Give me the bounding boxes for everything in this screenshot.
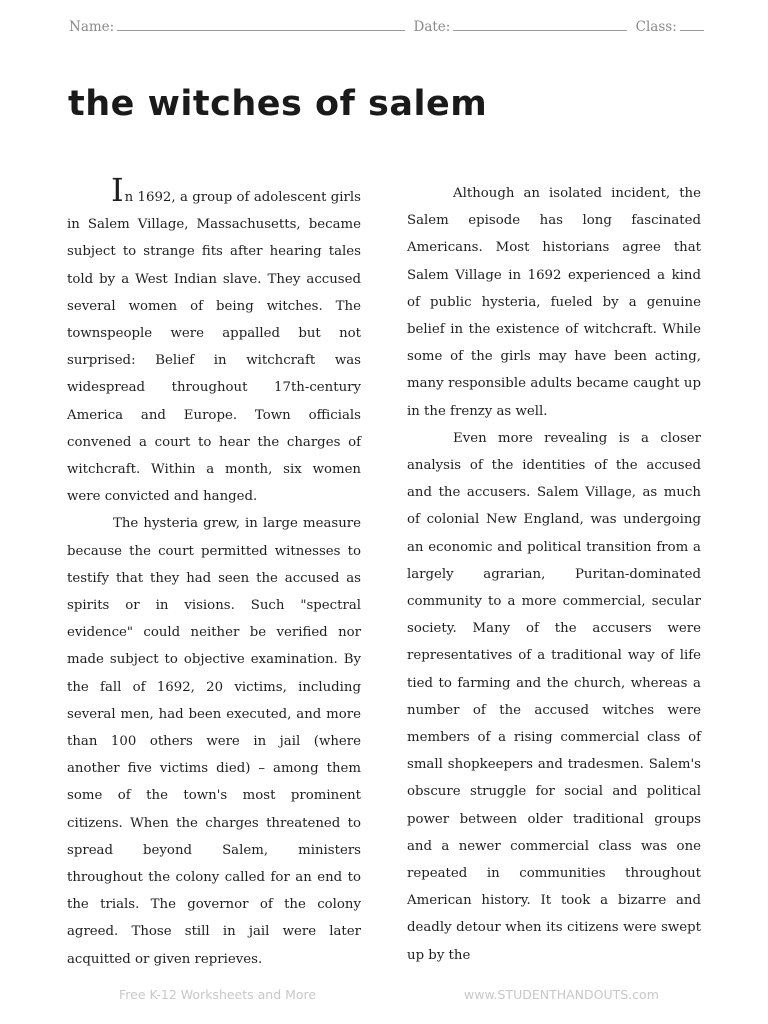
class-blank[interactable] — [680, 20, 704, 31]
paragraph-3: Although an isolated incident, the Salem episode has long fascinated Americans. Most historians agree that Salem Village in 1692 experienced a kind of public hysteria, fueled by a genuine belief in the existence of witchcraft. While some of the girls may have been acting, many responsible adults became caught up in the frenzy as well. — [407, 186, 701, 419]
class-label: Class: — [635, 19, 677, 35]
date-blank[interactable] — [453, 20, 627, 31]
worksheet-header — [69, 19, 699, 35]
drop-cap: I — [111, 171, 124, 209]
paragraph-1-text: n 1692, a group of adolescent girls in Salem Village, Massachusetts, became subject to strange fits after hearing tales told by a West Indian slave. They accused several women of being witches. The townspeople were appalled but not surprised: Belief in witchcraft was widespread throughout 17th-century America and Europe. Town officials convened a court to hear the charges of witchcraft. Within a month, six women were convicted and hanged. — [67, 190, 361, 505]
right-column — [407, 180, 701, 969]
paragraph-4: Even more revealing is a closer analysis of the identities of the accused and the accusers. Salem Village, as much of colonial New England, was undergoing an economic and political transition from a largely agrarian, Puritan-dominated community to a more commercial, secular society. Many of the accusers were representatives of a traditional way of life tied to farming and the church, whereas a number of the accused witches were members of a rising commercial class of small shopkeepers and tradesmen. Salem's obscure struggle for social and political power between older traditional groups and a newer commercial class was one repeated in communities throughout American history. It took a bizarre and deadly detour when its citizens were swept up by the — [407, 430, 701, 963]
date-label: Date: — [413, 19, 451, 35]
page-title: the witches of salem — [68, 84, 488, 124]
name-label: Name: — [69, 19, 115, 35]
footer-tagline: Free K-12 Worksheets and More — [119, 987, 317, 1002]
footer-website: www.STUDENTHANDOUTS.com — [464, 987, 659, 1002]
paragraph-2: The hysteria grew, in large measure because the court permitted witnesses to testify that they had seen the accused as spirits or in visions. Such "spectral evidence" could neither be verified nor made subject to objective examination. By the fall of 1692, 20 victims, including several men, had been executed, and more than 100 others were in jail (where another five victims died) – among them some of the town's most prominent citizens. When the charges threatened to spread beyond Salem, ministers throughout the colony called for an end to the trials. The governor of the colony agreed. Those still in jail were later acquitted or given reprieves. — [67, 516, 361, 967]
left-column — [67, 171, 361, 973]
paragraph-1 — [67, 171, 361, 510]
name-blank[interactable] — [117, 20, 405, 31]
